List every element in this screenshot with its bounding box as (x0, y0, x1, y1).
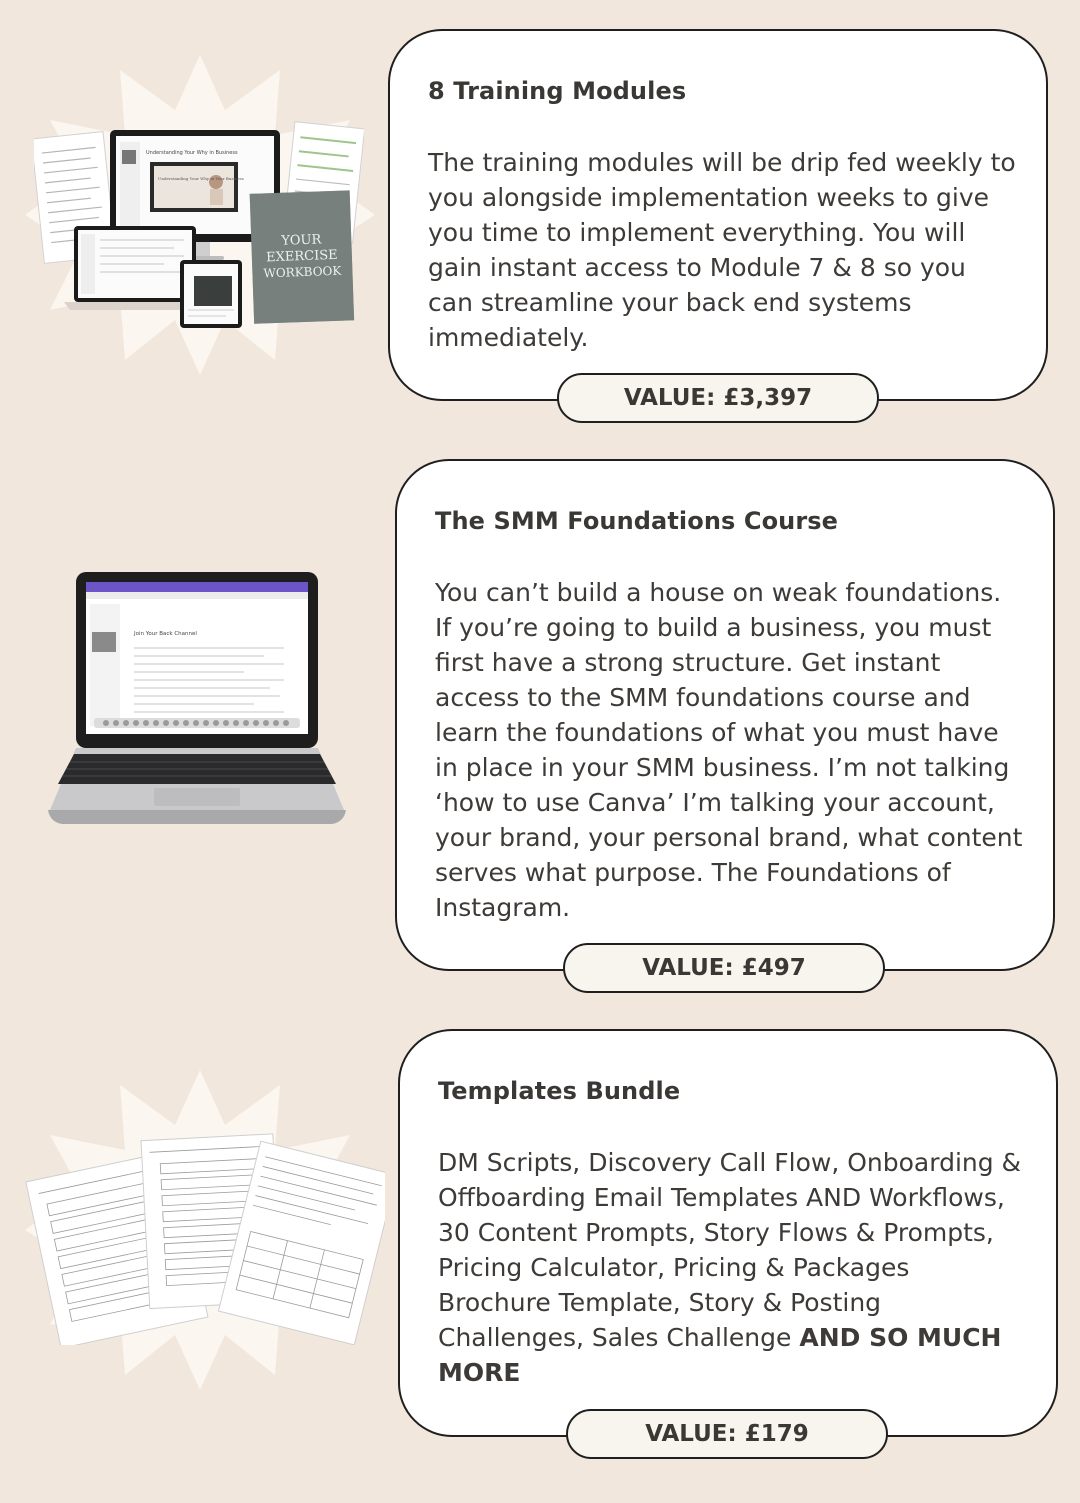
training-modules-image (34, 110, 364, 335)
offer-value-badge: VALUE: £497 (563, 943, 885, 993)
workbook-title-3: WORKBOOK (263, 263, 342, 281)
offer-card-training-modules (388, 29, 1048, 401)
offer-title: Templates Bundle (438, 1077, 681, 1105)
laptop-screen-heading: Join Your Back Channel (134, 631, 197, 637)
imac-screen-heading: Understanding Your Why in Business (146, 150, 238, 156)
offer-description (438, 1145, 1026, 1390)
offer-value-badge: VALUE: £3,397 (557, 373, 879, 423)
offer-value-badge: VALUE: £179 (566, 1409, 888, 1459)
video-caption: Understanding Your Why in Your Business (158, 176, 244, 181)
workbook-title-1: YOUR (281, 232, 322, 249)
offer-card-smm-foundations (395, 459, 1055, 971)
templates-bundle-image (25, 1115, 385, 1345)
offer-description: You can’t build a house on weak foundations. If you’re going to build a business, you must first have a strong structure. Get instant access to the SMM foundations course and learn the foundations of what you must have in place in your SMM business. I’m not talking ‘how to use Canva’ I’m talking your account, your brand, your personal brand, what content serves what purpose. The Foundations of Instagram. (435, 578, 1023, 922)
offer-description-emphasis: AND SO MUCH MORE (438, 1323, 1002, 1387)
offer-title: 8 Training Modules (428, 77, 687, 105)
offer-description-text: DM Scripts, Discovery Call Flow, Onboarding & Offboarding Email Templates AND Workflows, 30 Content Prompts, Story Flows & Prompts, Pricing Calculator, Pricing & Packages Brochure Template, Story & Posting Challenges, Sales Challenge (438, 1148, 1022, 1352)
offer-title: The SMM Foundations Course (435, 507, 839, 535)
offer-description: The training modules will be drip fed weekly to you alongside implementation weeks to give you time to implement everything. You will gain instant access to Module 7 & 8 so you can streamline your back end systems immediately. (428, 148, 1016, 352)
offer-card-templates-bundle (398, 1029, 1058, 1437)
foundations-course-laptop-image (44, 570, 354, 835)
workbook-title-2: EXERCISE (265, 247, 338, 266)
